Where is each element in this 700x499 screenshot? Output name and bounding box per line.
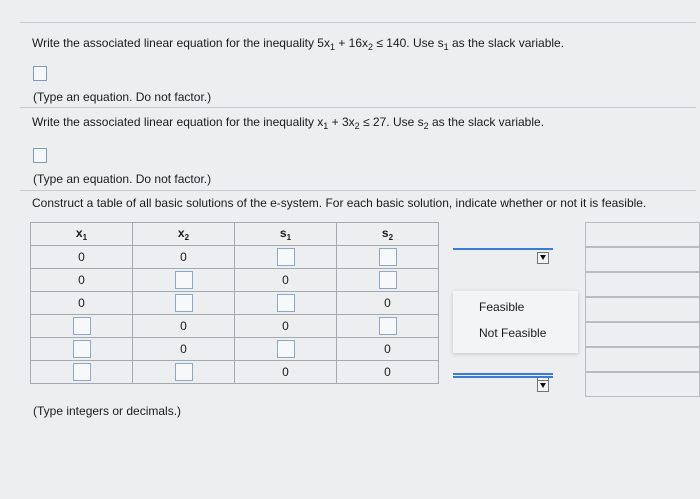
table-cell-input[interactable] xyxy=(235,338,337,361)
feasibility-cell xyxy=(585,297,700,322)
table-cell-input[interactable] xyxy=(133,269,235,292)
table-row xyxy=(31,315,439,338)
table-cell-input[interactable] xyxy=(235,246,337,269)
basic-solutions-table xyxy=(30,222,439,384)
table-cell: 0 xyxy=(133,246,235,269)
table-cell-input[interactable] xyxy=(337,315,439,338)
table-cell-input[interactable] xyxy=(31,315,133,338)
footer-note: (Type integers or decimals.) xyxy=(33,404,182,418)
answer-box[interactable] xyxy=(175,363,193,381)
answer-box[interactable] xyxy=(379,271,397,289)
answer-box[interactable] xyxy=(379,248,397,266)
feasibility-header-cell xyxy=(585,222,700,247)
option-feasible[interactable]: Feasible xyxy=(479,300,525,314)
feasibility-cell xyxy=(585,347,700,372)
feasibility-cell xyxy=(585,272,700,297)
answer-box[interactable] xyxy=(73,340,91,358)
question-1: Write the associated linear equation for the inequality $5x_1 + 16x_2 \le 140$. Use $s_1$ as the slack variable. xyxy=(32,36,565,52)
answer-box[interactable] xyxy=(73,317,91,335)
divider xyxy=(20,107,696,108)
answer-box[interactable] xyxy=(73,363,91,381)
table-cell: 0 xyxy=(235,361,337,384)
equation-2-input[interactable] xyxy=(33,148,47,163)
column-header: $s_1$ xyxy=(235,223,337,246)
feasibility-select-row-6[interactable] xyxy=(453,376,553,397)
equation-1-input[interactable] xyxy=(33,66,47,81)
answer-box[interactable] xyxy=(277,294,295,312)
table-row xyxy=(31,361,439,384)
answer-box[interactable] xyxy=(379,317,397,335)
answer-box[interactable] xyxy=(175,294,193,312)
chevron-down-icon xyxy=(537,252,549,264)
table-cell-input[interactable] xyxy=(337,246,439,269)
answer-box[interactable] xyxy=(175,271,193,289)
table-cell: 0 xyxy=(133,338,235,361)
question-2: Write the associated linear equation for the inequality $x_1 + 3x_2 \le 27$. Use $s_2$ as the slack variable. xyxy=(32,115,545,131)
column-header: $x_2$ xyxy=(133,223,235,246)
table-row xyxy=(31,338,439,361)
table-cell: 0 xyxy=(31,246,133,269)
feasibility-select-row-1[interactable] xyxy=(453,248,553,269)
table-cell: 0 xyxy=(235,315,337,338)
table-cell-input[interactable] xyxy=(133,292,235,315)
table-cell: 0 xyxy=(31,269,133,292)
answer-box[interactable] xyxy=(277,248,295,266)
table-cell-input[interactable] xyxy=(235,292,337,315)
column-header: $s_2$ xyxy=(337,223,439,246)
table-cell: 0 xyxy=(235,269,337,292)
table-row xyxy=(31,292,439,315)
table-cell: 0 xyxy=(133,315,235,338)
table-row xyxy=(31,269,439,292)
table-row xyxy=(31,246,439,269)
chevron-down-icon xyxy=(537,380,549,392)
table-cell-input[interactable] xyxy=(31,338,133,361)
table-cell-input[interactable] xyxy=(337,269,439,292)
feasibility-cell xyxy=(585,372,700,397)
divider xyxy=(20,190,696,191)
column-header: $x_1$ xyxy=(31,223,133,246)
table-cell-input[interactable] xyxy=(133,361,235,384)
question-3: Construct a table of all basic solutions of the e-system. For each basic solution, indicate whether or not it is feasible. xyxy=(32,196,647,210)
table-cell: 0 xyxy=(337,292,439,315)
feasibility-cell xyxy=(585,322,700,347)
table-cell-input[interactable] xyxy=(31,361,133,384)
feasibility-cell xyxy=(585,247,700,272)
instruction-note-2: (Type an equation. Do not factor.) xyxy=(33,172,212,186)
instruction-note-1: (Type an equation. Do not factor.) xyxy=(33,90,212,104)
feasibility-dropdown-menu xyxy=(453,291,578,353)
table-cell: 0 xyxy=(31,292,133,315)
table-cell: 0 xyxy=(337,361,439,384)
table-cell: 0 xyxy=(337,338,439,361)
divider xyxy=(20,22,696,23)
option-not-feasible[interactable]: Not Feasible xyxy=(479,326,547,340)
answer-box[interactable] xyxy=(277,340,295,358)
